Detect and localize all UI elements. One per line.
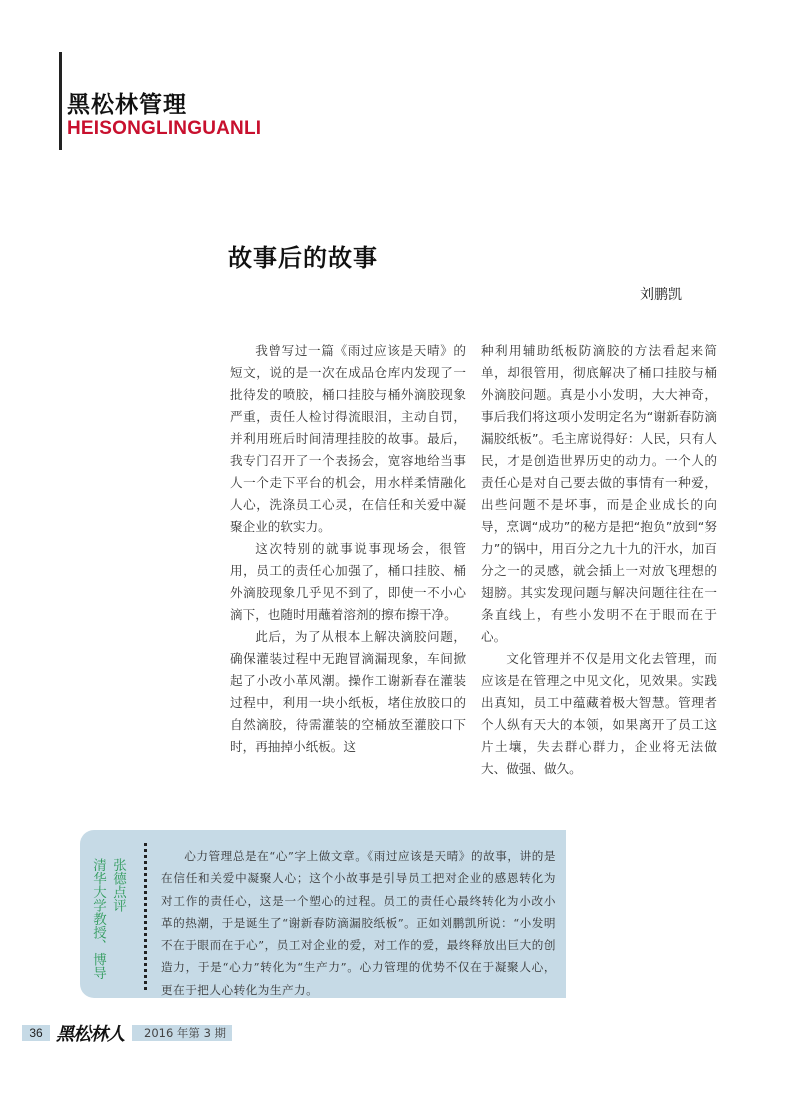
section-title: 黑松林管理 bbox=[67, 92, 187, 118]
page-number: 36 bbox=[22, 1025, 50, 1041]
paragraph: 文化管理并不仅是用文化去管理，而应该是在管理之中见文化，见效果。实践出真知，员工中蕴藏着极大智慧。管理者个人纵有天大的本领，如果离开了员工这片土壤，失去群心群力，企业将无法做大、做强、做久。 bbox=[481, 651, 717, 776]
paragraph: 此后，为了从根本上解决滴胶问题，确保灌装过程中无跑冒滴漏现象，车间掀起了小改小革风潮。操作工谢新春在灌装过程中，利用一块小纸板，堵住放胶口的自然滴胶，待需灌装的空桶放至灌胶口下时，再抽掉小纸板。这 bbox=[230, 629, 466, 754]
reviewer-name: 张德点评 bbox=[110, 858, 126, 912]
article-title: 故事后的故事 bbox=[228, 244, 378, 272]
article-column-right bbox=[481, 340, 717, 780]
paragraph: 种利用辅助纸板防滴胶的方法看起来简单，却很管用，彻底解决了桶口挂胶与桶外滴胶问题。真是小小发明，大大神奇，事后我们将这项小发明定名为“谢新春防滴漏胶纸板”。毛主席说得好：人民，只有人民，才是创造世界历史的动力。一个人的责任心是对自己要去做的事情有一种爱，出些问题不是坏事，而是企业成长的向导，烹调“成功”的秘方是把“抱负”放到“努力”的锅中，用百分之九十九的汗水，加百分之一的灵感，就会插上一对放飞理想的翅膀。其实发现问题与解决问题往往在一条直线上，有些小发明不在于眼而在于心。 bbox=[481, 343, 717, 644]
reviewer-title: 清华大学教授、博导 bbox=[90, 858, 106, 980]
issue-label: 2016 年第 3 期 bbox=[132, 1025, 232, 1041]
paragraph: 这次特别的就事说事现场会，很管用，员工的责任心加强了，桶口挂胶、桶外滴胶现象几乎见不到了，即使一不小心滴下，也随时用蘸着溶剂的擦布擦干净。 bbox=[230, 541, 466, 622]
commentary-text bbox=[161, 845, 556, 1001]
paragraph: 我曾写过一篇《雨过应该是天晴》的短文，说的是一次在成品仓库内发现了一批待发的喷胶，桶口挂胶与桶外滴胶现象严重，责任人检讨得流眼泪，主动自罚，并利用班后时间清理挂胶的故事。最后，我专门召开了一个表扬会，宽容地给当事人一个走下平台的机会，用水样柔情融化人心，洗涤员工心灵，在信任和关爱中凝聚企业的软实力。 bbox=[230, 343, 466, 534]
article-column-left bbox=[230, 340, 466, 758]
magazine-logo: 黑松林人 bbox=[56, 1024, 124, 1045]
dotted-divider bbox=[144, 843, 147, 990]
section-bar bbox=[59, 52, 62, 150]
section-title-english: HEISONGLINGUANLI bbox=[67, 118, 262, 139]
commentary-paragraph: 心力管理总是在“心”字上做文章。《雨过应该是天晴》的故事，讲的是在信任和关爱中凝聚人心；这个小故事是引导员工把对企业的感恩转化为对工作的责任心，这是一个塑心的过程。员工的责任心最终转化为小改小革的热潮，于是诞生了“谢新春防滴漏胶纸板”。正如刘鹏凯所说：“小发明不在于眼而在于心”，员工对企业的爱，对工作的爱，最终释放出巨大的创造力，于是“心力”转化为“生产力”。心力管理的优势不仅在于凝聚人心，更在于把人心转化为生产力。 bbox=[161, 849, 556, 997]
article-author: 刘鹏凯 bbox=[640, 287, 682, 303]
